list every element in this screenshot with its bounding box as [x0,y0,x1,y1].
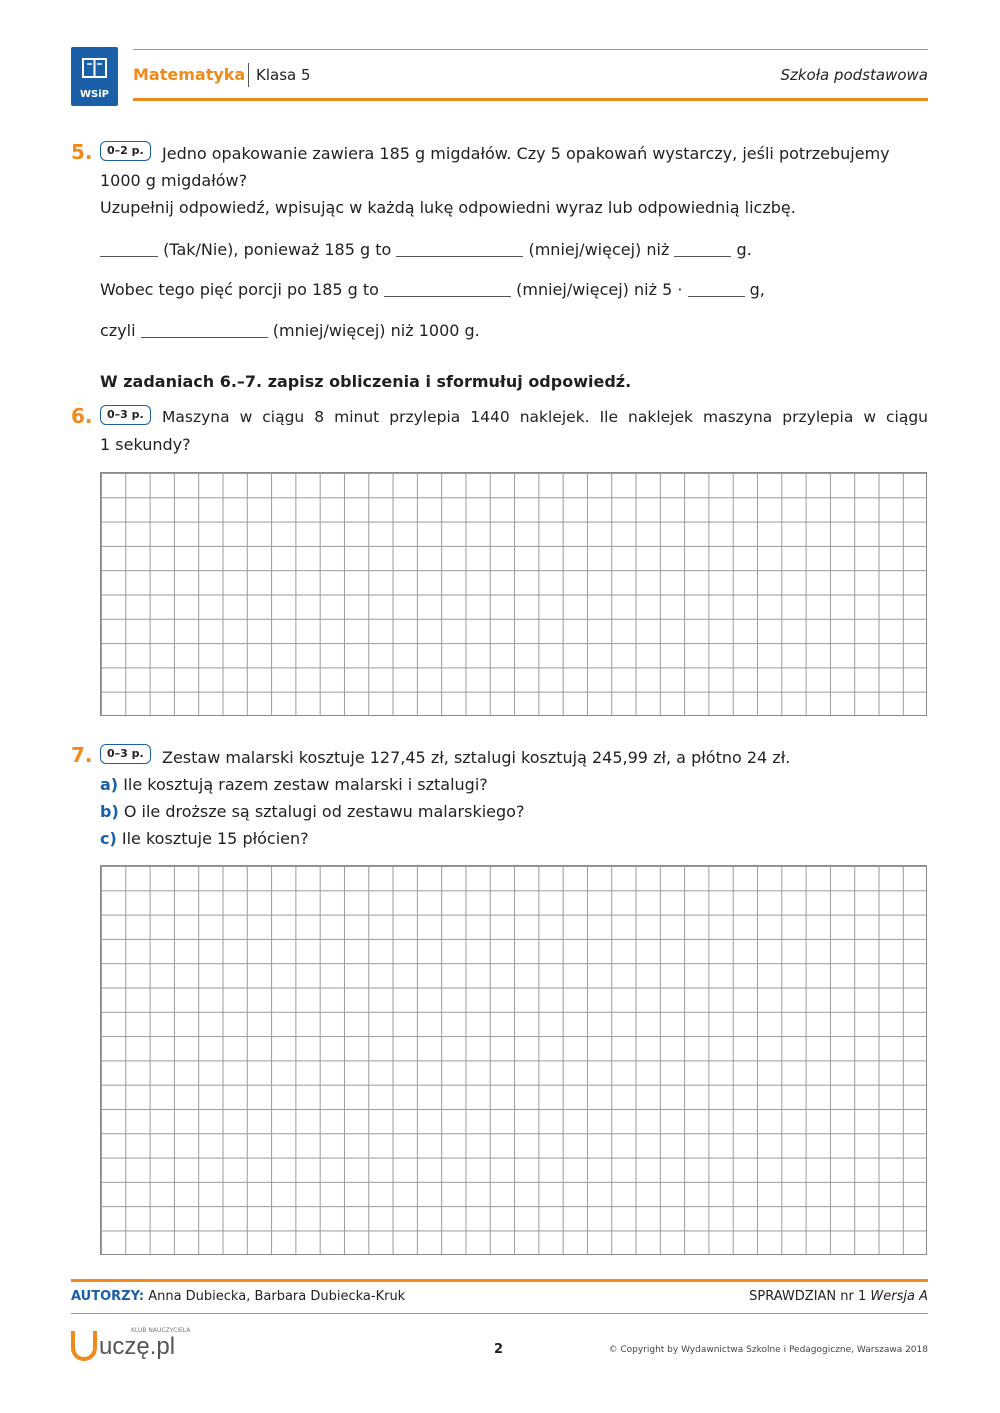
q5-row1-text-b: (mniej/więcej) niż [528,240,670,259]
q5-points-badge: 0–2 p. [100,141,151,161]
q5-instruction: Uzupełnij odpowiedź, wpisując w każdą lukę odpowiedni wyraz lub odpowiednią liczbę. [100,198,796,217]
q5-row3-text-a: czyli [100,321,136,340]
authors-names: Anna Dubiecka, Barbara Dubiecka-Kruk [148,1289,406,1304]
q7-c-text: Ile kosztuje 15 płócien? [121,829,309,848]
q5-text-line1: Jedno opakowanie zawiera 185 g migdałów. Czy 5 opakowań wystarczy, jeśli potrzebujemy [162,144,890,163]
page-number: 2 [494,1342,504,1357]
q7-points-badge: 0–3 p. [100,744,151,764]
q5-row2-text-b: (mniej/więcej) niż 5 · [516,280,683,299]
q5-row1 [100,236,752,263]
q5-text-line2: 1000 g migdałów? [100,171,248,190]
q7-answer-grid[interactable] [100,865,927,1255]
ucze-u-icon [71,1331,97,1361]
q7-a-text: Ile kosztują razem zestaw malarski i sztalugi? [123,775,488,794]
q7-c-label: c) [100,829,117,848]
answer-blank[interactable] [674,240,731,257]
answer-blank[interactable] [384,280,511,297]
header-top-rule [133,49,928,50]
brand-subtitle: KLUB NAUCZYCIELA [131,1327,191,1334]
brand-text: uczę.pl [99,1333,176,1360]
wsip-logo [71,47,118,106]
q7-item-b [100,798,524,825]
header-separator [248,63,249,87]
footer-orange-rule [71,1279,928,1282]
q7-a-label: a) [100,775,119,794]
answer-blank[interactable] [688,280,745,297]
q7-text: Zestaw malarski kosztuje 127,45 zł, sztalugi kosztują 245,99 zł, a płótno 24 zł. [162,748,791,767]
q6-text-line2: 1 sekundy? [100,435,191,454]
q5-row1-text-a: (Tak/Nie), ponieważ 185 g to [163,240,392,259]
section-instruction: W zadaniach 6.–7. zapisz obliczenia i sformułuj odpowiedź. [100,372,632,391]
q6-text-line1: Maszyna w ciągu 8 minut przylepia 1440 naklejek. Ile naklejek maszyna przylepia w ciągu [162,408,928,426]
test-name: SPRAWDZIAN nr 1 [749,1289,867,1304]
answer-blank[interactable] [141,321,268,338]
q5-row3 [100,317,480,344]
logo-text: WSiP [80,89,109,100]
q5-row1-text-c: g. [736,240,752,259]
q5-row3-text-b: (mniej/więcej) niż 1000 g. [272,321,480,340]
q7-item-c [100,825,309,852]
test-label [749,1289,928,1304]
q6-number: 6. [71,404,93,428]
grade-label: Klasa 5 [256,66,311,84]
authors-label: AUTORZY: [71,1289,145,1304]
q7-number: 7. [71,743,93,767]
subject-title: Matematyka [133,65,246,84]
copyright: © Copyright by Wydawnictwa Szkolne i Pedagogiczne, Warszawa 2018 [608,1345,928,1355]
q5-number: 5. [71,140,93,164]
authors-line [71,1289,405,1304]
q7-b-label: b) [100,802,119,821]
q6-answer-grid[interactable] [100,472,927,716]
school-label: Szkoła podstawowa [780,66,928,84]
footer-gray-rule [71,1313,928,1314]
header-orange-rule [133,98,928,101]
test-version: Wersja A [870,1289,928,1304]
q5-row2-text-c: g, [749,280,765,299]
q6-points-badge: 0–3 p. [100,405,151,425]
book-icon [81,55,108,82]
q5-row2-text-a: Wobec tego pięć porcji po 185 g to [100,280,379,299]
q7-b-text: O ile droższe są sztalugi od zestawu malarskiego? [123,802,525,821]
answer-blank[interactable] [396,240,523,257]
q7-item-a [100,771,488,798]
q5-row2 [100,276,765,303]
answer-blank[interactable] [100,240,158,257]
